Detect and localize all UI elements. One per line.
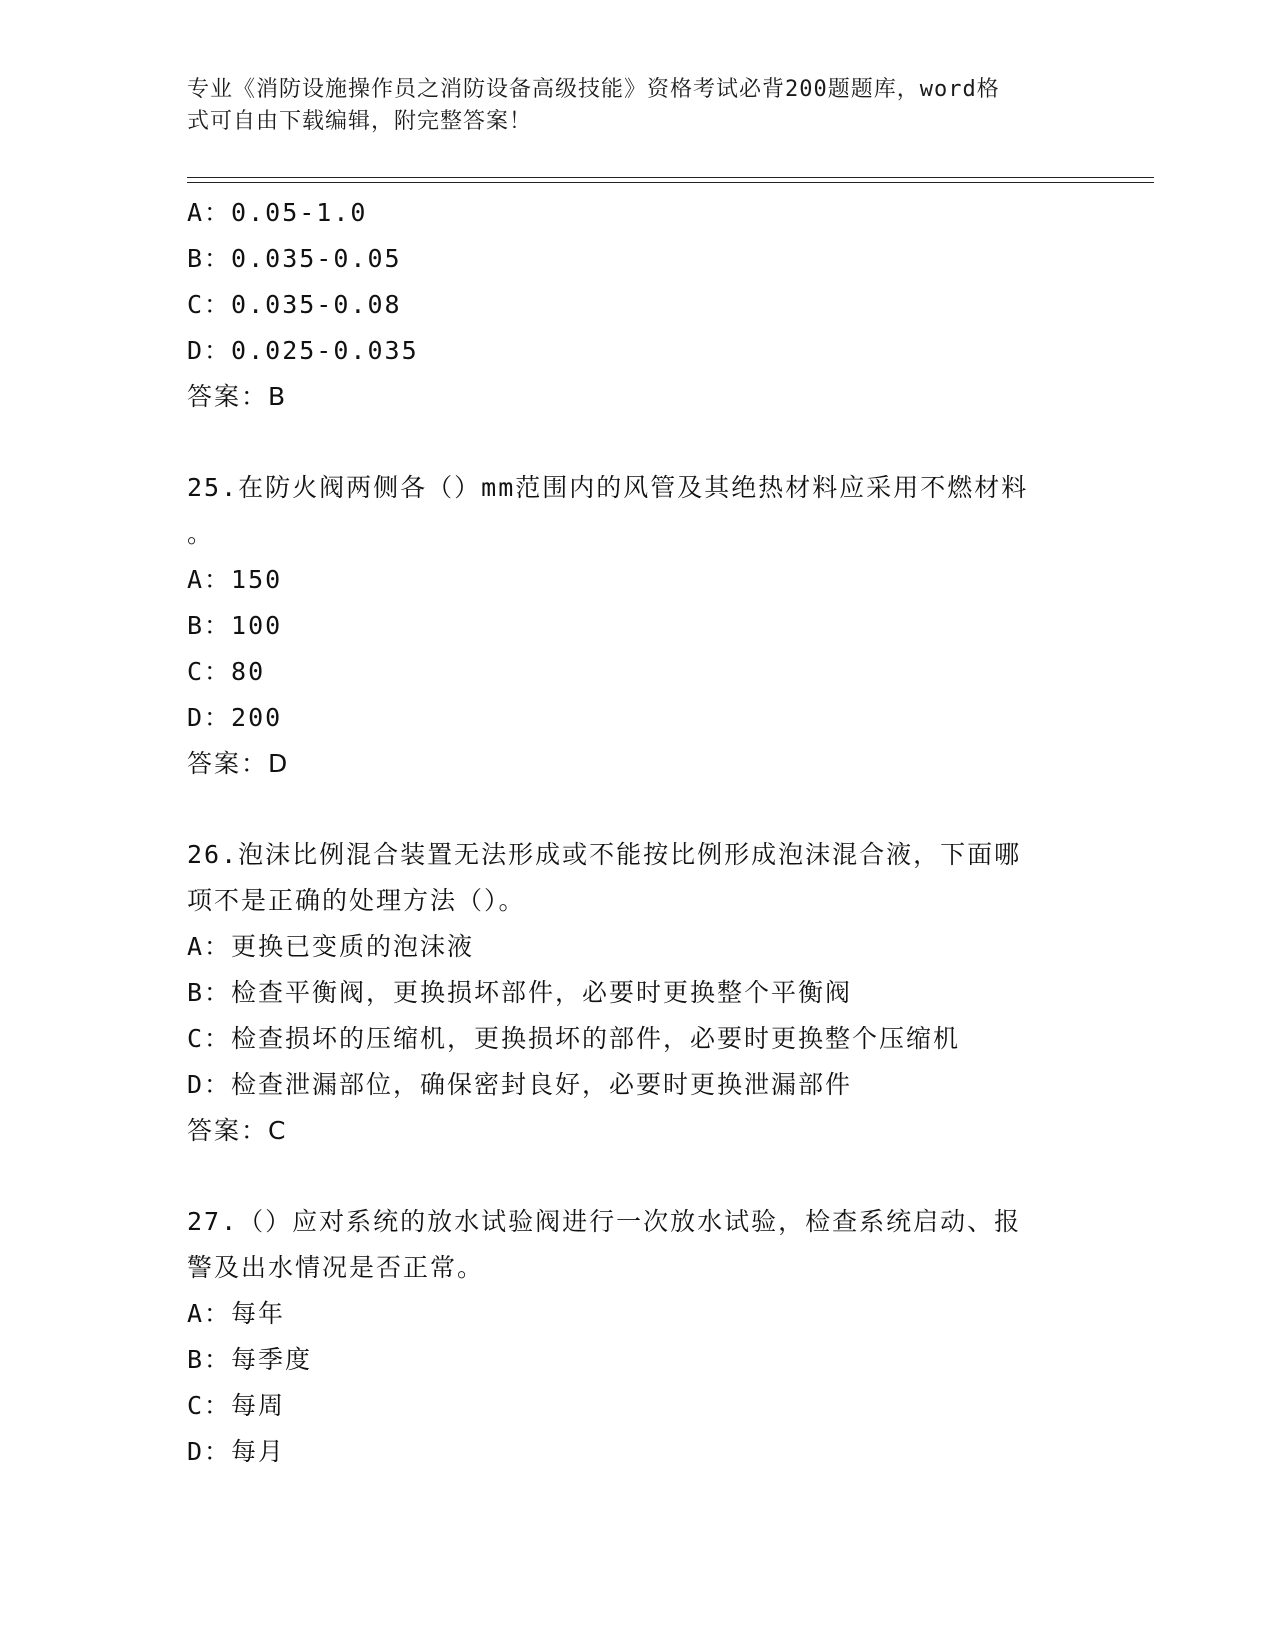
option-b: B：0.035-0.05: [187, 244, 402, 273]
option-d: D：检查泄漏部位，确保密封良好，必要时更换泄漏部件: [187, 1070, 853, 1099]
option-d: D：0.025-0.035: [187, 336, 419, 365]
header-line-2: 式可自由下载编辑，附完整答案！: [187, 109, 533, 134]
header-line-1: 专业《消防设施操作员之消防设备高级技能》资格考试必背200题题库，word格: [187, 77, 1000, 102]
question-text: [187, 1199, 1077, 1291]
option-c: C：每周: [187, 1391, 286, 1420]
answer-line: 答案：C: [187, 1116, 288, 1145]
option-a: A：0.05-1.0: [187, 198, 368, 227]
document-header: [187, 74, 1067, 138]
option-c: C：检查损坏的压缩机，更换损坏的部件，必要时更换整个压缩机: [187, 1024, 961, 1053]
option-d: D：200: [187, 703, 283, 732]
question-block-25: [187, 465, 1087, 787]
question-line: 25.在防火阀两侧各（）mm范围内的风管及其绝热材料应采用不燃材料: [187, 473, 1029, 502]
option-c: C：80: [187, 657, 266, 686]
question-text: [187, 465, 1077, 557]
answer-line: 答案：D: [187, 749, 290, 778]
option-a: A：150: [187, 565, 283, 594]
option-d: D：每月: [187, 1437, 286, 1466]
question-block-26: [187, 832, 1087, 1154]
option-b: B：检查平衡阀，更换损坏部件，必要时更换整个平衡阀: [187, 978, 853, 1007]
header-divider-bottom: [187, 182, 1154, 183]
option-b: B：100: [187, 611, 283, 640]
answer-line: 答案：B: [187, 382, 288, 411]
option-c: C：0.035-0.08: [187, 290, 402, 319]
question-list: [187, 190, 1087, 1475]
header-divider-top: [187, 177, 1154, 178]
question-line: 项不是正确的处理方法（）。: [187, 886, 526, 915]
option-b: B：每季度: [187, 1345, 313, 1374]
question-block-24: [187, 190, 1087, 420]
question-line: 。: [187, 519, 215, 548]
question-text: [187, 832, 1077, 924]
option-a: A：更换已变质的泡沫液: [187, 932, 475, 961]
question-line: 警及出水情况是否正常。: [187, 1253, 485, 1282]
question-block-27: [187, 1199, 1087, 1475]
question-line: 26.泡沫比例混合装置无法形成或不能按比例形成泡沫混合液，下面哪: [187, 840, 1022, 869]
question-line: 27.（）应对系统的放水试验阀进行一次放水试验，检查系统启动、报: [187, 1207, 1022, 1236]
option-a: A：每年: [187, 1299, 286, 1328]
